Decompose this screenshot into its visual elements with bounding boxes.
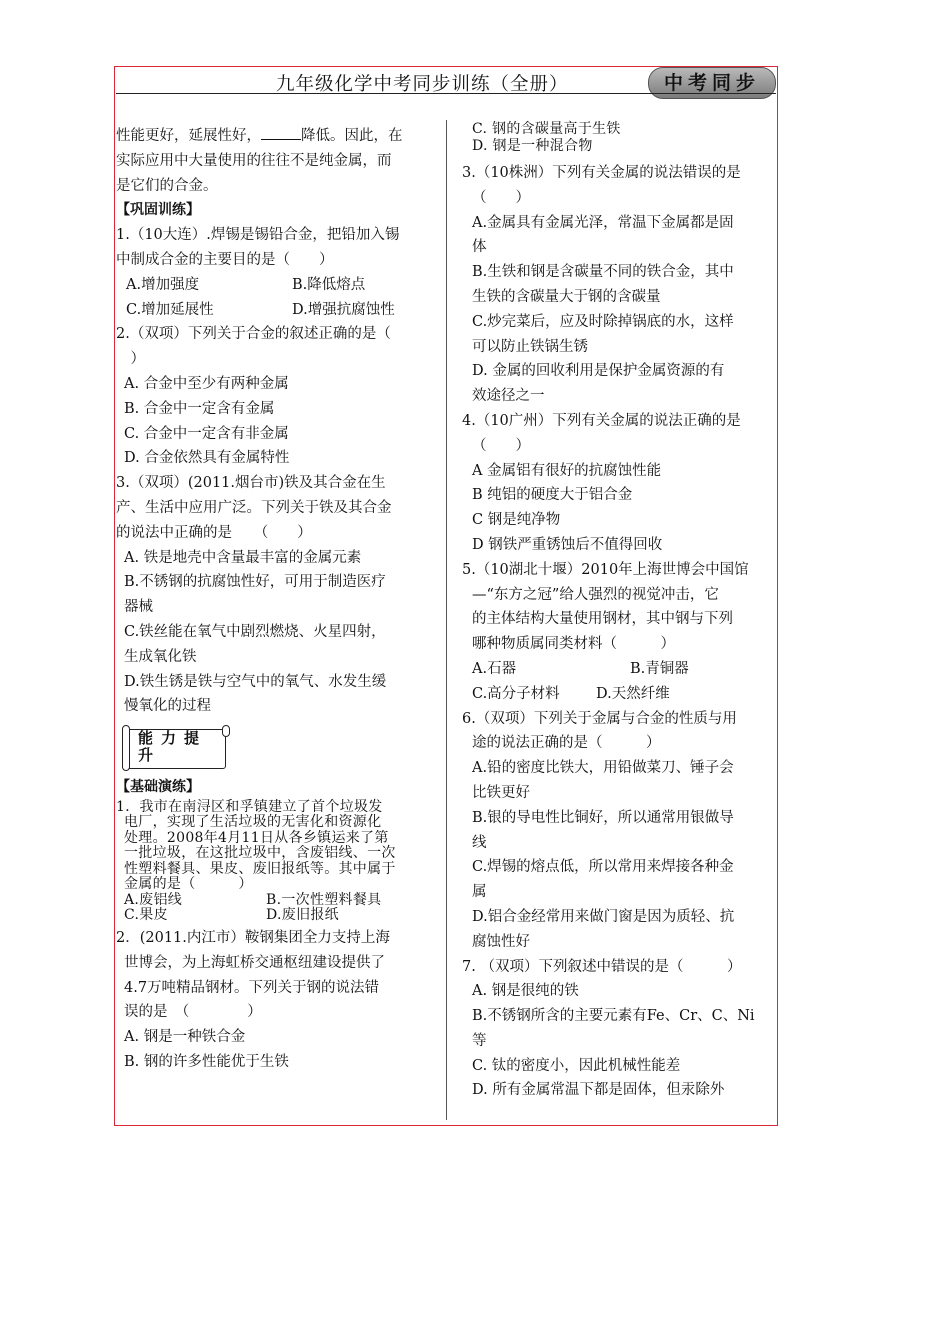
option: D. 合金依然具有金属特性 bbox=[124, 450, 290, 467]
option: C. 钛的密度小，因此机械性能差 bbox=[472, 1057, 681, 1074]
option: C. 钢的含碳量高于生铁 bbox=[472, 121, 621, 137]
left-column bbox=[116, 124, 432, 1075]
option: C.高分子材料 bbox=[472, 685, 560, 702]
option: B. 合金中一定含有金属 bbox=[124, 400, 275, 417]
option: A.铅的密度比铁大，用铅做菜刀、锤子会 bbox=[472, 760, 734, 777]
option: D. 所有金属常温下都是固体，但汞除外 bbox=[472, 1082, 725, 1099]
option: C.果皮 bbox=[124, 907, 168, 924]
question-2: 2.（双项）下列关于合金的叙述正确的是（ ） A. 合金中至少有两种金属 B. 合金中一定含有金属 C. 合金中一定含有非金属 D. 合金依然具有金属特性 bbox=[116, 322, 432, 471]
question-5-right: 5.（10湖北十堰）2010年上海世博会中国馆 —“东方之冠”给人强烈的视觉冲击，它 的主体结构大量使用钢材，其中钢与下列 哪种物质属同类材料（ ） A.石器 B.青铜器 C.高分子材料 D.天然纤维 bbox=[462, 558, 778, 707]
option: A.金属具有金属光泽，常温下金属都是固 bbox=[472, 214, 734, 231]
option: D.天然纤维 bbox=[596, 685, 670, 702]
page-title: 九年级化学中考同步训练（全册） bbox=[276, 74, 569, 95]
option: C.铁丝能在氧气中剧烈燃烧、火星四射， bbox=[124, 623, 386, 640]
intro-line: 性能更好，延展性好， 降低。因此，在 bbox=[116, 124, 432, 149]
option: B.生铁和钢是含碳量不同的铁合金，其中 bbox=[472, 264, 734, 281]
option: C.焊锡的熔点低，所以常用来焊接各种金 bbox=[472, 859, 734, 876]
basic-question-1: 1．我市在南浔区和孚镇建立了首个垃圾发 电厂，实现了生活垃圾的无害化和资源化 处理。2008年4月11日从各乡镇运来了第 一批垃圾，在这批垃圾中，含废铝线、一次 性塑料餐具、果皮、废旧报纸等。其中属于 金属的是（ ） A.废铝线 B.一次性塑料餐具 C.果皮 D.废旧报纸 bbox=[116, 798, 396, 924]
question-1: 1.（10大连）.焊锡是锡铅合金，把铅加入锡 中制成合金的主要目的是（ ） A.增加强度 B.降低熔点 C.增加延展性 D.增强抗腐蚀性 bbox=[116, 223, 432, 322]
option: A.增加强度 bbox=[126, 276, 200, 293]
option: D.增强抗腐蚀性 bbox=[292, 301, 395, 318]
option: B.不锈钢所含的主要元素有Fe、Cr、C、Ni bbox=[472, 1008, 755, 1025]
option: A. 钢是一种铁合金 bbox=[124, 1029, 246, 1046]
option: D 钢铁严重锈蚀后不值得回收 bbox=[472, 536, 663, 553]
intro-line: 实际应用中大量使用的往往不是纯金属，而 bbox=[116, 152, 392, 169]
option: B.不锈钢的抗腐蚀性好，可用于制造医疗 bbox=[124, 574, 386, 591]
option: D. 钢是一种混合物 bbox=[472, 138, 593, 154]
option: B 纯铝的硬度大于铝合金 bbox=[472, 487, 633, 504]
question-3-right: 3.（10株洲）下列有关金属的说法错误的是 （ ） A.金属具有金属光泽，常温下金属都是固 体 B.生铁和钢是含碳量不同的铁合金，其中 生铁的含碳量大于钢的含碳量 C.炒完菜后，应及时除掉锅底的水，这样 可以防止铁锅生锈 D. 金属的回收利用是保护金属资源的有 效途径之一 bbox=[462, 161, 778, 409]
option: D.废旧报纸 bbox=[266, 907, 339, 924]
option: B.青铜器 bbox=[630, 660, 689, 677]
option: B.降低熔点 bbox=[292, 276, 366, 293]
question-4-right: 4.（10广州）下列有关金属的说法正确的是 （ ） A 金属铝有很好的抗腐蚀性能 B 纯铝的硬度大于铝合金 C 钢是纯净物 D 钢铁严重锈蚀后不值得回收 bbox=[462, 409, 778, 558]
header-rule bbox=[116, 93, 776, 94]
option: D.铁生锈是铁与空气中的氧气、水发生缓 bbox=[124, 673, 387, 690]
section-badge: 中考同步 bbox=[648, 67, 776, 99]
question-7-right: 7. （双项）下列叙述中错误的是（ ） A. 钢是很纯的铁 B.不锈钢所含的主要元素有Fe、Cr、C、Ni 等 C. 钛的密度小，因此机械性能差 D. 所有金属常温下都是固体，但汞除外 bbox=[462, 955, 778, 1104]
option: A.废铝线 bbox=[124, 891, 183, 908]
section-heading-basic: 【基础演练】 bbox=[116, 779, 200, 796]
option: D. 金属的回收利用是保护金属资源的有 bbox=[472, 363, 725, 380]
right-column bbox=[462, 121, 778, 1103]
intro-line: 是它们的合金。 bbox=[116, 177, 218, 194]
option: B. 钢的许多性能优于生铁 bbox=[124, 1053, 289, 1070]
option: B.一次性塑料餐具 bbox=[266, 891, 382, 908]
section-heading-consolidate: 【巩固训练】 bbox=[116, 202, 200, 219]
basic-question-2: 2．(2011.内江市）鞍钢集团全力支持上海 世博会，为上海虹桥交通枢纽建设提供了 4.7万吨精品钢材。下列关于钢的说法错 误的是 （ ） A. 钢是一种铁合金 B. 钢的许多性能优于生铁 bbox=[116, 926, 432, 1075]
scroll-curl-icon bbox=[222, 725, 230, 737]
option: A. 铁是地壳中含量最丰富的金属元素 bbox=[124, 549, 362, 566]
scroll-label: 能力提 bbox=[138, 729, 208, 748]
option: C.增加延展性 bbox=[126, 301, 214, 318]
option: A 金属铝有很好的抗腐蚀性能 bbox=[472, 462, 662, 479]
option: B.银的导电性比铜好，所以通常用银做导 bbox=[472, 809, 734, 826]
option: A. 钢是很纯的铁 bbox=[472, 983, 579, 1000]
fill-blank[interactable] bbox=[261, 125, 301, 140]
option: A. 合金中至少有两种金属 bbox=[124, 375, 289, 392]
option: D.铝合金经常用来做门窗是因为质轻、抗 bbox=[472, 908, 735, 925]
question-6-right: 6.（双项）下列关于金属与合金的性质与用 途的说法正确的是（ ） A.铅的密度比铁大，用铅做菜刀、锤子会 比铁更好 B.银的导电性比铜好，所以通常用银做导 线 C.焊锡的熔点低，所以常用来焊接各种金 属 D.铝合金经常用来做门窗是因为质轻、抗 腐蚀性好 bbox=[462, 707, 778, 955]
ability-scroll-banner bbox=[122, 725, 230, 771]
option: C 钢是纯净物 bbox=[472, 512, 561, 529]
option: A.石器 bbox=[472, 660, 517, 677]
column-divider bbox=[446, 120, 447, 1120]
scroll-curl-icon bbox=[122, 725, 130, 771]
option: C. 合金中一定含有非金属 bbox=[124, 425, 289, 442]
page-header bbox=[116, 68, 776, 94]
scroll-label: 升 bbox=[138, 746, 162, 765]
option: C.炒完菜后，应及时除掉锅底的水，这样 bbox=[472, 313, 734, 330]
question-3: 3.（双项）(2011.烟台市)铁及其合金在生 产、生活中应用广泛。下列关于铁及其合金 的说法中正确的是 （ ） A. 铁是地壳中含量最丰富的金属元素 B.不锈钢的抗腐蚀性好，可用于制造医疗 器械 C.铁丝能在氧气中剧烈燃烧、火星四射， 生成氧化铁 D.铁生锈是铁与空气中的氧气、水发生缓 慢氧化的过程 bbox=[116, 471, 432, 719]
